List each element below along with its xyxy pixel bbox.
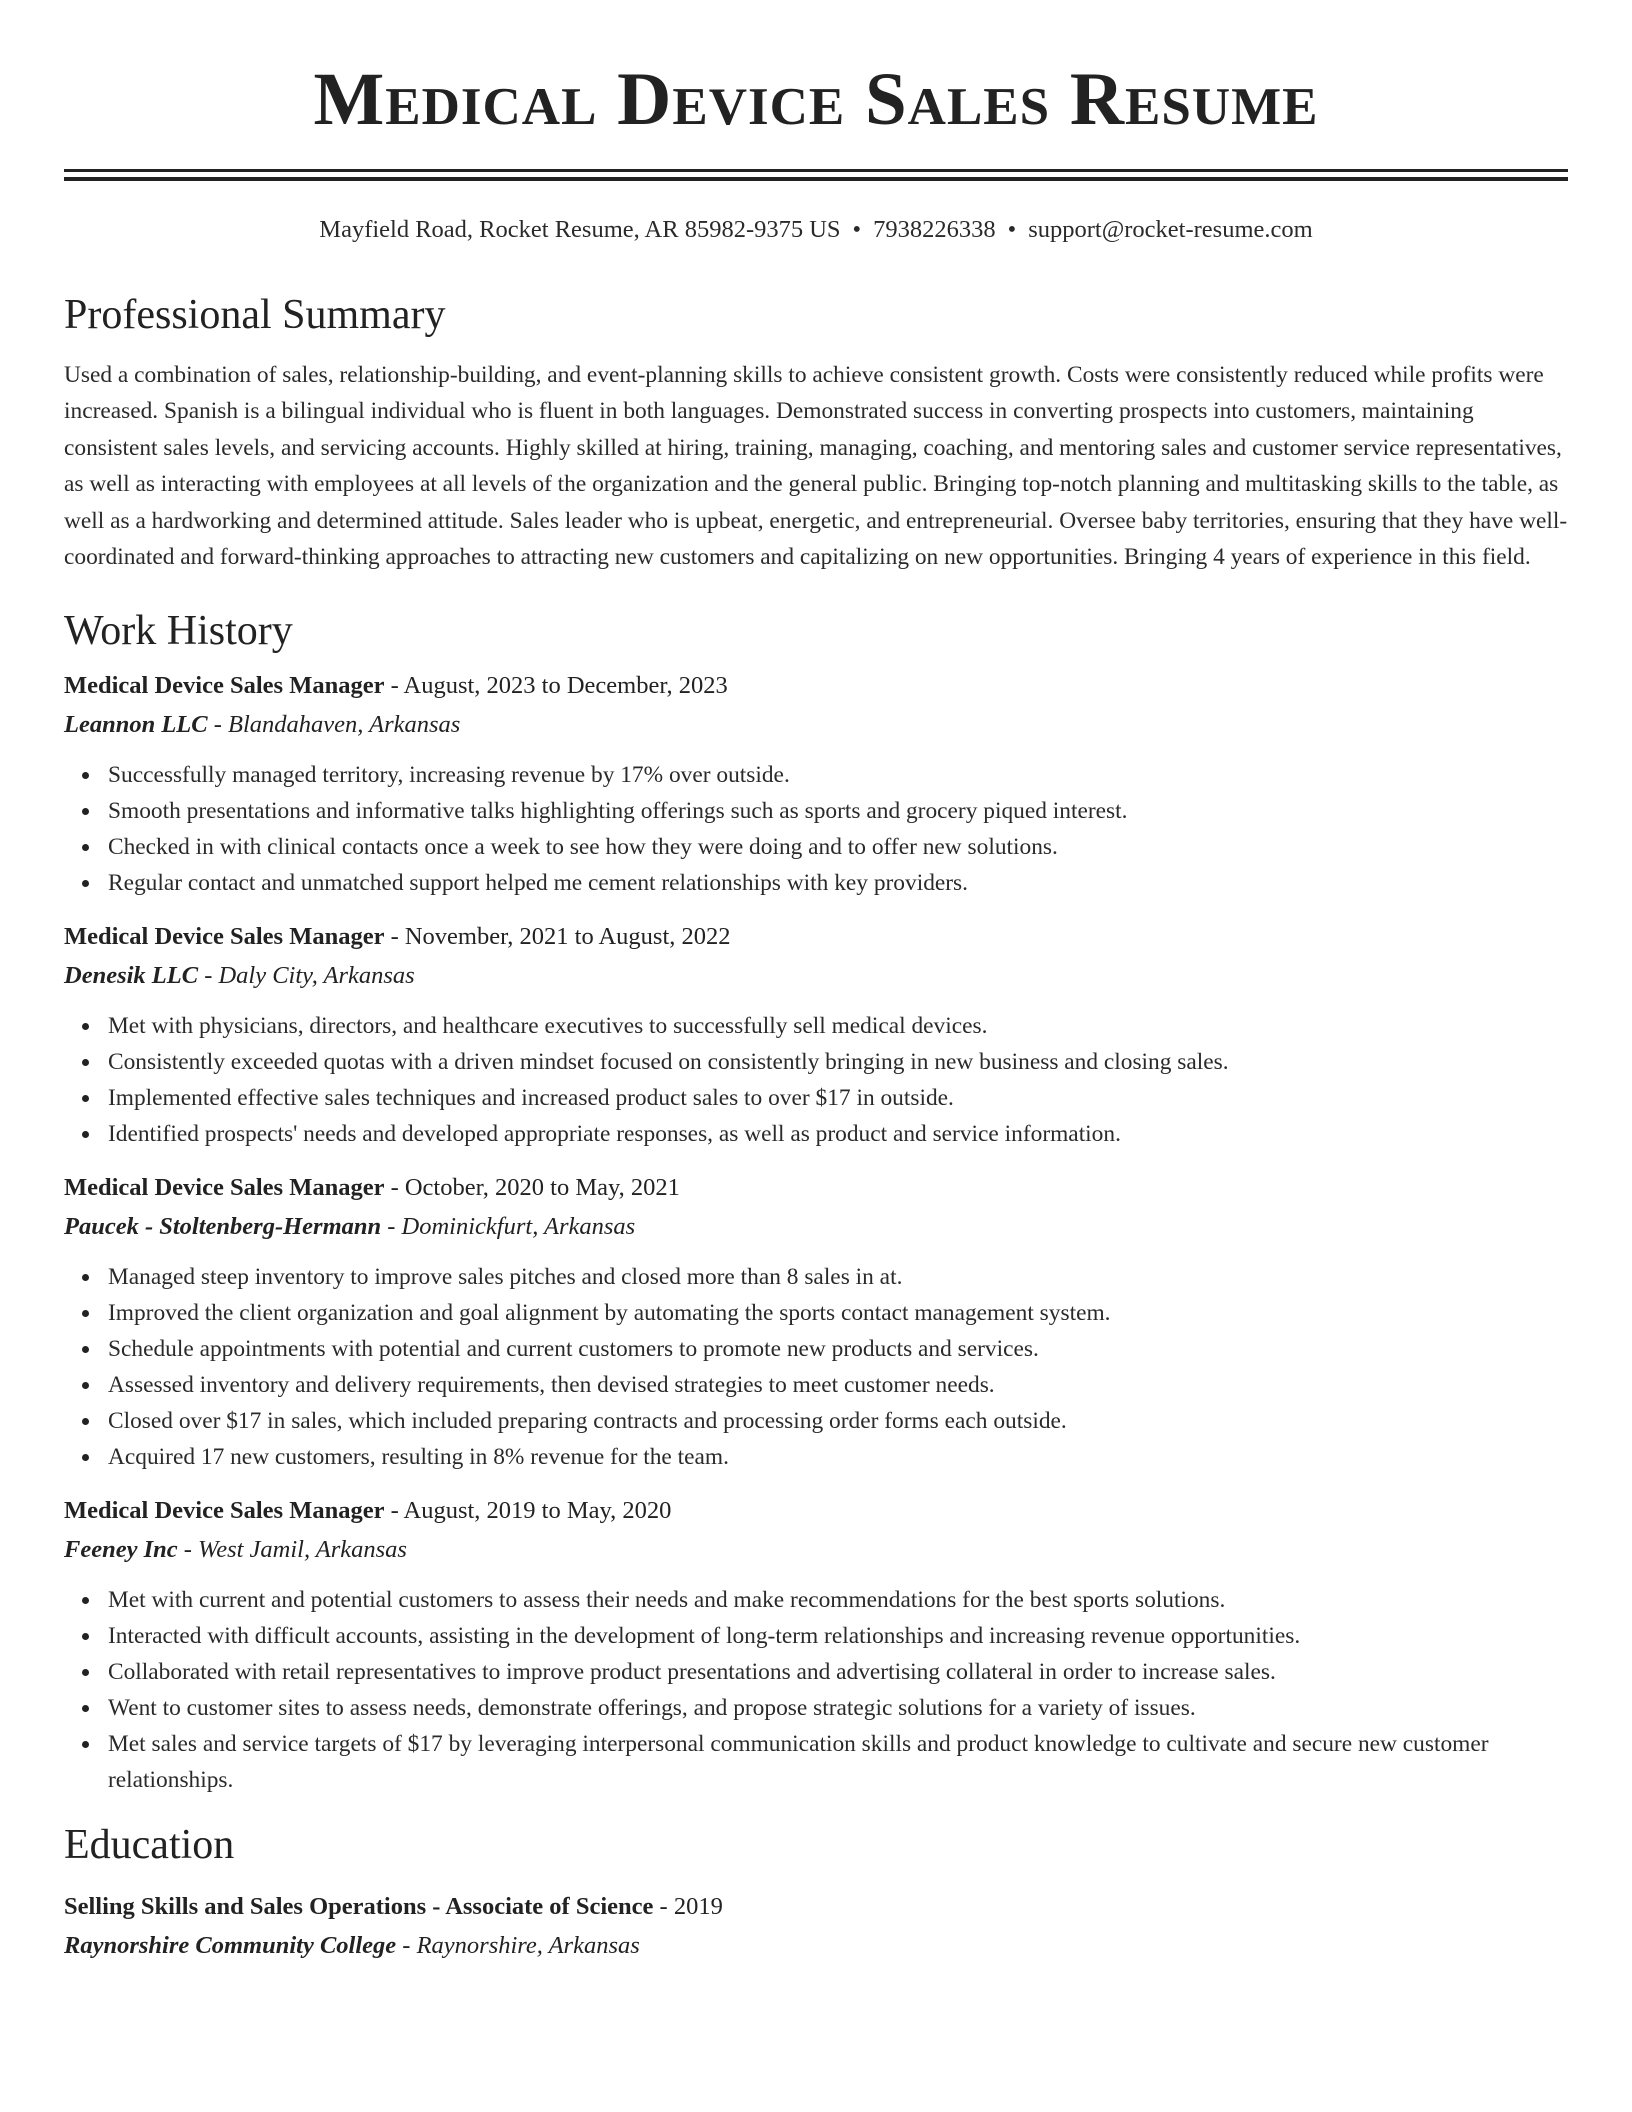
job-bullets [64,1008,1568,1152]
job-title-line [64,1491,1568,1531]
education-degree: Selling Skills and Sales Operations - Associate of Science [64,1892,654,1920]
education-degree-line [64,1887,1568,1927]
job-company: Denesik LLC [64,962,199,990]
job-bullets [64,757,1568,901]
job-dates: - August, 2019 to May, 2020 [384,1497,672,1525]
job-title-line [64,1168,1568,1208]
job-company: Paucek - Stoltenberg-Hermann [64,1213,382,1241]
job-role: Medical Device Sales Manager [64,1174,385,1202]
list-item: Met sales and service targets of $17 by leveraging interpersonal communication skills and product knowledge to cultivate and secure new customer relationships. [108,1726,1568,1798]
job-role: Medical Device Sales Manager [64,672,385,700]
education-year: - 2019 [653,1892,723,1920]
list-item: Successfully managed territory, increasing revenue by 17% over outside. [108,757,1568,793]
job-location: - Dominickfurt, Arkansas [381,1213,636,1241]
bullet-separator: • [852,216,862,243]
job-list [64,666,1568,1798]
list-item: Collaborated with retail representatives to improve product presentations and advertising collateral in order to increase sales. [108,1654,1568,1690]
job-location: - Daly City, Arkansas [198,962,415,990]
list-item: Identified prospects' needs and developed appropriate responses, as well as product and service information. [108,1116,1568,1152]
job-title-line [64,917,1568,957]
job-role: Medical Device Sales Manager [64,923,385,951]
list-item: Checked in with clinical contacts once a week to see how they were doing and to offer new solutions. [108,829,1568,865]
contact-phone: 7938226338 [873,216,996,243]
job-company: Feeney Inc [64,1536,178,1564]
list-item: Went to customer sites to assess needs, demonstrate offerings, and propose strategic solutions for a variety of issues. [108,1690,1568,1726]
job-company: Leannon LLC [64,711,208,739]
education-heading: Education [64,1822,235,1869]
work-history-heading: Work History [64,607,293,654]
list-item: Improved the client organization and goal alignment by automating the sports contact management system. [108,1295,1568,1331]
job-company-line [64,706,1568,743]
job-bullets [64,1582,1568,1798]
job-title-line [64,666,1568,706]
job-company-line [64,957,1568,994]
job-bullets [64,1259,1568,1475]
contact-email: support@rocket-resume.com [1028,216,1313,243]
list-item: Smooth presentations and informative talks highlighting offerings such as sports and grocery piqued interest. [108,793,1568,829]
job-role: Medical Device Sales Manager [64,1497,385,1525]
job-entry [64,666,1568,901]
education-school-line [64,1927,1568,1964]
contact-line [64,215,1568,244]
education-location: - Raynorshire, Arkansas [396,1931,640,1959]
list-item: Implemented effective sales techniques and increased product sales to over $17 in outside. [108,1080,1568,1116]
job-company-line [64,1531,1568,1568]
list-item: Interacted with difficult accounts, assisting in the development of long-term relationships and increasing revenue opportunities. [108,1618,1568,1654]
job-entry [64,917,1568,1152]
job-entry [64,1491,1568,1798]
education-school: Raynorshire Community College [64,1931,397,1959]
job-location: - West Jamil, Arkansas [177,1536,407,1564]
job-location: - Blandahaven, Arkansas [207,711,461,739]
list-item: Assessed inventory and delivery requirements, then devised strategies to meet customer needs. [108,1367,1568,1403]
list-item: Met with physicians, directors, and healthcare executives to successfully sell medical devices. [108,1008,1568,1044]
bullet-separator: • [1007,216,1017,243]
job-dates: - November, 2021 to August, 2022 [384,923,731,951]
list-item: Closed over $17 in sales, which included preparing contracts and processing order forms each outside. [108,1403,1568,1439]
title-divider [64,169,1568,181]
list-item: Schedule appointments with potential and current customers to promote new products and services. [108,1331,1568,1367]
list-item: Acquired 17 new customers, resulting in 8% revenue for the team. [108,1439,1568,1475]
page-title: Medical Device Sales Resume [313,58,1319,141]
job-dates: - August, 2023 to December, 2023 [384,672,728,700]
summary-text: Used a combination of sales, relationship-building, and event-planning skills to achieve consistent growth. Costs were consistently reduced while profits were increased. Spanish is a bilingual individual who is fluent in both languages. Demonstrated success in converting prospects into customers, maintaining consistent sales levels, and servicing accounts. Highly skilled at hiring, training, managing, coaching, and mentoring sales and customer service representatives, as well as interacting with employees at all levels of the organization and the general public. Bringing top-notch planning and multitasking skills to the table, as well as a hardworking and determined attitude. Sales leader who is upbeat, energetic, and entrepreneurial. Oversee baby territories, ensuring that they have well-coordinated and forward-thinking approaches to attracting new customers and capitalizing on new opportunities. Bringing 4 years of experience in this field. [64,361,1568,571]
contact-address: Mayfield Road, Rocket Resume, AR 85982-9375 US [319,216,841,243]
summary-heading: Professional Summary [64,292,446,339]
list-item: Regular contact and unmatched support helped me cement relationships with key providers. [108,865,1568,901]
list-item: Met with current and potential customers to assess their needs and make recommendations for the best sports solutions. [108,1582,1568,1618]
list-item: Consistently exceeded quotas with a driven mindset focused on consistently bringing in new business and closing sales. [108,1044,1568,1080]
job-company-line [64,1208,1568,1245]
job-entry [64,1168,1568,1475]
list-item: Managed steep inventory to improve sales pitches and closed more than 8 sales in at. [108,1259,1568,1295]
job-dates: - October, 2020 to May, 2021 [384,1174,680,1202]
